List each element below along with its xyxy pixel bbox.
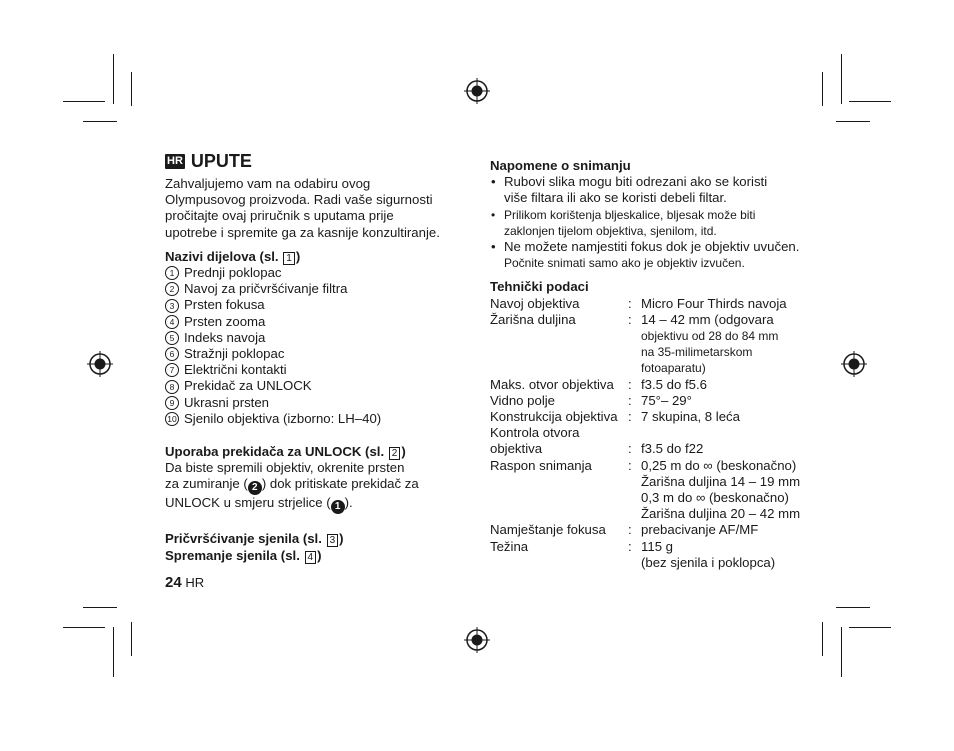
list-item: • Ne možete namjestiti fokus dok je objektiv uvučen. Počnite snimati samo ako je objektiv izvučen. <box>490 239 810 271</box>
table-row: Namještanje fokusa : prebacivanje AF/MF <box>490 522 759 538</box>
list-item: • Rubovi slika mogu biti odrezani ako se koristi više filtara ili ako se koristi debeli filtar. <box>490 174 810 206</box>
page-title <box>165 150 465 172</box>
table-row: Kontrola otvora <box>490 425 580 441</box>
item-number: 7 <box>165 363 179 377</box>
unlock-paragraph: Da biste spremili objektiv, okrenite prsten za zumiranje ( 2 ) dok pritiskate prekidač za UNLOCK u smjeru strjelice ( 1 ). <box>165 460 419 513</box>
item-number: 8 <box>165 380 179 394</box>
hood-store-heading: Spremanje sjenila (sl. 4 ) <box>165 547 322 563</box>
table-row: Navoj objektiva : Micro Four Thirds navoja <box>490 295 787 311</box>
hood-attach-heading: Pričvršćivanje sjenila (sl. 3 ) <box>165 531 344 547</box>
item-number: 3 <box>165 299 179 313</box>
item-number: 2 <box>165 282 179 296</box>
list-item: 7 Električni kontakti <box>165 362 465 378</box>
item-number: 10 <box>165 412 179 426</box>
registration-mark-icon <box>87 351 113 377</box>
step-number-icon: 2 <box>248 481 262 495</box>
left-column <box>165 150 465 564</box>
figure-ref: 3 <box>327 534 339 547</box>
parts-list <box>165 265 465 427</box>
intro-paragraph: Zahvaljujemo vam na odabiru ovog Olympusovog proizvoda. Radi vaše sigurnosti pročitajte ovaj priručnik s uputama prije upotrebe i spremite ga za kasnije konzultiranje. <box>165 176 440 240</box>
table-row: Žarišna duljina : 14 – 42 mm (odgovara objektivu od 28 do 84 mm na 35-milimetarskom fotoaparatu) <box>490 311 779 376</box>
figure-ref: 2 <box>389 447 401 460</box>
table-row: Konstrukcija objektiva : 7 skupina, 8 leća <box>490 409 740 425</box>
specs-table <box>490 296 810 571</box>
list-item: 3 Prsten fokusa <box>165 297 465 313</box>
item-number: 6 <box>165 347 179 361</box>
table-row: objektiva : f3.5 do f22 <box>490 441 704 457</box>
list-item: 9 Ukrasni prsten <box>165 395 465 411</box>
figure-ref: 1 <box>283 252 295 265</box>
item-number: 5 <box>165 331 179 345</box>
registration-mark-icon <box>841 351 867 377</box>
item-number: 9 <box>165 396 179 410</box>
list-item: 2 Navoj za pričvršćivanje filtra <box>165 281 465 297</box>
list-item: 4 Prsten zooma <box>165 314 465 330</box>
item-number: 4 <box>165 315 179 329</box>
step-number-icon: 1 <box>331 500 345 514</box>
table-row: Maks. otvor objektiva : f3.5 do f5.6 <box>490 376 707 392</box>
title-text: UPUTE <box>190 151 252 171</box>
table-row: Vidno polje : 75°– 29° <box>490 392 692 408</box>
registration-mark-icon <box>464 627 490 653</box>
language-badge: HR <box>167 154 183 167</box>
page-number: 24 HR <box>165 574 205 591</box>
unlock-heading: Uporaba prekidača za UNLOCK (sl. 2 ) <box>165 444 406 460</box>
parts-heading: Nazivi dijelova (sl. 1 ) <box>165 248 301 264</box>
specs-heading: Tehnički podaci <box>490 279 589 295</box>
list-item: 5 Indeks navoja <box>165 330 465 346</box>
table-row: Težina : 115 g (bez sjenila i poklopca) <box>490 538 776 570</box>
item-number: 1 <box>165 266 179 280</box>
table-row: Raspon snimanja : 0,25 m do ∞ (beskonačno) Žarišna duljina 14 – 19 mm 0,3 m do ∞ (beskonačno) Žarišna duljina 20 – 42 mm <box>490 457 801 522</box>
list-item: 1 Prednji poklopac <box>165 265 465 281</box>
list-item: • Prilikom korištenja bljeskalice, bljesak može biti zaklonjen tijelom objektiva, sjenilom, itd. <box>490 207 810 239</box>
figure-ref: 4 <box>305 551 317 564</box>
list-item: 8 Prekidač za UNLOCK <box>165 378 465 394</box>
registration-mark-icon <box>464 78 490 104</box>
list-item: 10 Sjenilo objektiva (izborno: LH–40) <box>165 411 465 427</box>
list-item: 6 Stražnji poklopac <box>165 346 465 362</box>
notes-heading: Napomene o snimanju <box>490 158 631 173</box>
right-column <box>490 158 810 571</box>
notes-list <box>490 174 810 271</box>
